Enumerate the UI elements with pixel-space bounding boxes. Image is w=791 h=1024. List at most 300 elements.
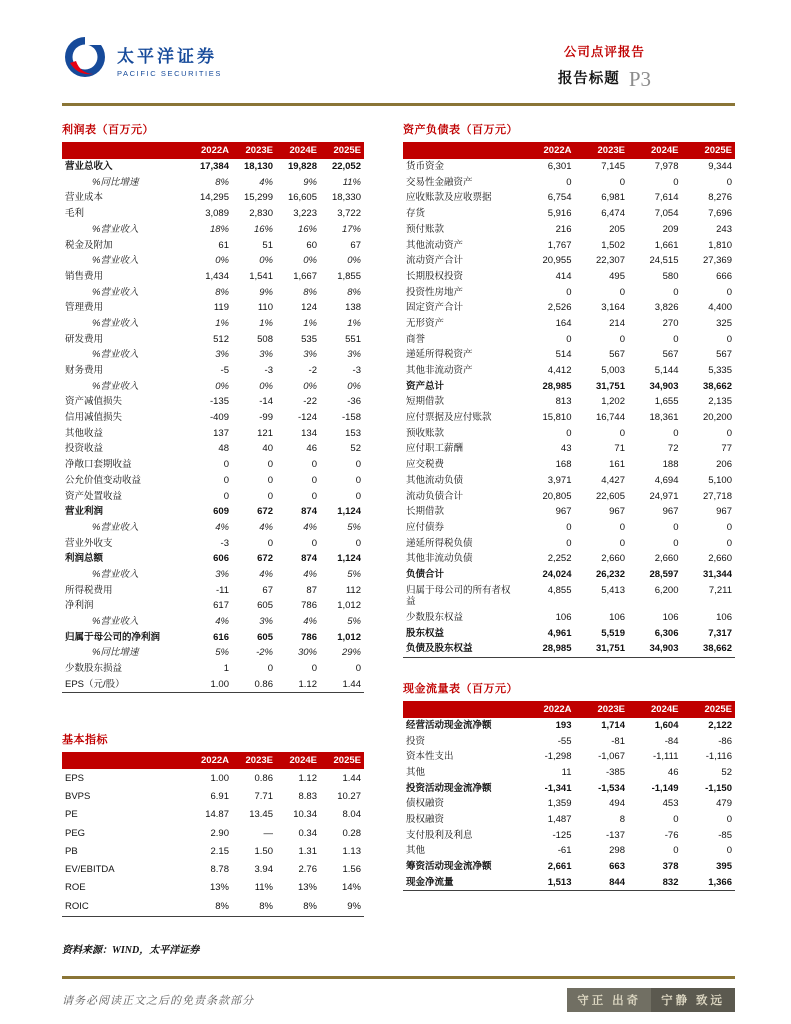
row-label: 资产减值损失 (65, 396, 123, 408)
row-label: 营业利润 (65, 506, 104, 518)
row-label: %同比增速 (92, 176, 139, 188)
row-value: 52 (721, 766, 732, 778)
table-row (62, 332, 364, 348)
table-row (403, 363, 735, 379)
row-label: %营业收入 (92, 286, 139, 298)
row-value: 1,855 (337, 270, 361, 282)
row-value: 3% (215, 568, 229, 580)
column-header: 2023E (232, 752, 276, 769)
row-value: 119 (213, 302, 229, 314)
row-label: %营业收入 (92, 616, 139, 628)
row-value: 2,660 (654, 553, 679, 565)
row-value: 786 (301, 631, 317, 643)
row-value: 672 (257, 506, 273, 518)
row-value: -158 (341, 412, 361, 424)
row-value: 216 (555, 223, 572, 235)
brand-name-cn: 太平洋证券 (117, 46, 217, 66)
row-label: 股权融资 (406, 814, 445, 826)
row-label: 其他 (406, 766, 426, 778)
pacific-logo-icon (62, 34, 108, 85)
row-value: 535 (301, 333, 317, 345)
row-value: 0 (223, 490, 229, 502)
table-row (62, 536, 364, 552)
column-header: 2022A (521, 701, 575, 718)
row-value: 0 (311, 537, 317, 549)
row-label: 股东权益 (406, 627, 445, 639)
row-value: 24,024 (542, 568, 572, 580)
row-value: 5,916 (547, 208, 572, 220)
table-row (403, 843, 735, 859)
table-row (403, 488, 735, 504)
row-value: 38,662 (702, 643, 732, 655)
table-row (62, 879, 364, 897)
table-row (403, 859, 735, 875)
row-value: 0 (311, 663, 317, 675)
row-label: 少数股东损益 (65, 663, 123, 675)
row-value: 1,012 (337, 600, 361, 612)
column-header: 2023E (575, 701, 629, 718)
row-value: 22,052 (331, 161, 361, 173)
table-row (62, 441, 364, 457)
row-label: 现金净流量 (406, 876, 454, 888)
row-value: 8% (215, 900, 229, 912)
row-value: 5% (347, 568, 361, 580)
row-label: 归属于母公司的所有者权益 (406, 584, 511, 608)
row-value: 19,828 (287, 161, 317, 173)
row-value: 1,124 (337, 506, 361, 518)
row-label: 净敞口套期收益 (65, 459, 132, 471)
row-value: -81 (611, 735, 625, 747)
row-value: -55 (557, 735, 572, 747)
table-title: 资产负债表（百万元） (403, 124, 518, 136)
row-value: 14,295 (199, 192, 229, 204)
row-label: 预收账款 (406, 427, 445, 439)
row-value: 31,344 (702, 568, 732, 580)
row-value: 46 (667, 766, 679, 778)
row-value: 874 (301, 506, 317, 518)
report-title-line (558, 67, 651, 92)
row-value: 9% (259, 286, 273, 298)
header-title-block (558, 42, 651, 92)
table-row (403, 175, 735, 191)
table-row (62, 598, 364, 614)
row-label: 销售费用 (65, 270, 104, 282)
table-row (62, 347, 364, 363)
row-value: -22 (303, 396, 317, 408)
row-label: 投资活动现金流净额 (406, 782, 492, 794)
row-value: 214 (609, 317, 625, 329)
row-value: 40 (262, 443, 273, 455)
table-row (403, 379, 735, 395)
row-value: 8% (215, 286, 229, 298)
row-value: 6,981 (601, 192, 625, 204)
row-value: 8% (303, 286, 317, 298)
row-value: 874 (301, 553, 317, 565)
row-value: 6,754 (547, 192, 572, 204)
row-value: -61 (557, 845, 572, 857)
row-value: 8% (215, 176, 229, 188)
row-value: 663 (609, 861, 625, 873)
row-value: 3,826 (654, 302, 679, 314)
row-label: 资产处置收益 (65, 490, 123, 502)
row-value: -1,111 (652, 751, 679, 763)
row-value: 4% (259, 521, 273, 533)
row-value: -385 (605, 766, 625, 778)
row-label: 所得税费用 (65, 584, 113, 596)
row-value: 7,317 (708, 627, 732, 639)
column-header: 2024E (276, 142, 320, 159)
row-value: 0 (726, 427, 732, 439)
row-label: 负债及股东权益 (406, 643, 473, 655)
table-row (62, 567, 364, 583)
row-value: 1% (215, 317, 229, 329)
row-value: 6,200 (654, 584, 679, 596)
row-value: 666 (716, 270, 732, 282)
row-label: %营业收入 (92, 380, 139, 392)
row-value: 1,502 (601, 239, 625, 251)
row-label: ROE (65, 882, 86, 894)
row-value: 8.83 (298, 791, 317, 803)
row-value: 17% (341, 223, 361, 235)
row-value: 5% (215, 647, 229, 659)
row-value: 188 (662, 459, 679, 471)
row-label: 投资性房地产 (406, 286, 464, 298)
table-row (403, 625, 735, 641)
row-value: 2,122 (708, 719, 732, 731)
row-label: 其他流动负债 (406, 474, 464, 486)
table-row (403, 828, 735, 844)
row-value: 0 (566, 286, 572, 298)
row-value: 7,614 (654, 192, 679, 204)
row-value: 1.50 (254, 845, 273, 857)
row-value: 1.12 (298, 678, 317, 690)
row-value: 34,903 (649, 380, 679, 392)
row-value: 0 (355, 537, 361, 549)
row-label: 货币资金 (406, 161, 445, 173)
row-value: 1,661 (654, 239, 679, 251)
row-value: 31,751 (595, 380, 625, 392)
row-value: 20,805 (542, 490, 572, 502)
row-value: 124 (301, 302, 317, 314)
table-row (62, 237, 364, 253)
row-label: 固定资产合计 (406, 302, 464, 314)
row-value: 1 (223, 663, 229, 675)
row-value: 1.00 (210, 678, 229, 690)
table-row (403, 441, 735, 457)
table-row (62, 843, 364, 861)
row-value: 2,135 (708, 396, 732, 408)
row-label: EPS（元/股） (65, 678, 125, 690)
row-value: -2% (256, 647, 273, 659)
table-row (62, 253, 364, 269)
row-value: 5,519 (601, 627, 625, 639)
row-label: 递延所得税资产 (406, 349, 473, 361)
row-value: 6,474 (601, 208, 625, 220)
row-value: -409 (209, 412, 229, 424)
row-value: 1,714 (601, 719, 625, 731)
row-value: 4,694 (654, 474, 679, 486)
row-value: 0 (566, 537, 572, 549)
row-value: 2,526 (547, 302, 572, 314)
row-label: %营业收入 (92, 223, 139, 235)
row-label: 商誉 (406, 333, 426, 345)
row-value: 43 (560, 443, 572, 455)
row-value: 0 (726, 537, 732, 549)
row-label: 营业外收支 (65, 537, 113, 549)
footer-divider (62, 976, 735, 979)
row-value: 13% (209, 882, 229, 894)
table-row (62, 363, 364, 379)
row-value: 4,961 (547, 627, 572, 639)
row-value: 6,301 (547, 161, 572, 173)
row-value: 786 (301, 600, 317, 612)
table-row (62, 379, 364, 395)
row-label: %营业收入 (92, 317, 139, 329)
row-value: 61 (218, 239, 229, 251)
row-value: 616 (213, 631, 229, 643)
row-label: ROIC (65, 900, 89, 912)
table-row (62, 410, 364, 426)
row-value: 6.91 (210, 791, 229, 803)
row-value: 813 (555, 396, 572, 408)
row-value: 508 (257, 333, 273, 345)
row-value: 1,366 (708, 876, 732, 888)
column-header-empty (403, 701, 521, 718)
row-value: 5% (347, 521, 361, 533)
table-header-row (62, 752, 364, 769)
row-label: 流动资产合计 (406, 255, 464, 267)
table-row (62, 222, 364, 238)
row-value: -99 (259, 412, 273, 424)
row-label: 无形资产 (406, 317, 445, 329)
column-header: 2023E (232, 142, 276, 159)
row-value: 6,306 (654, 627, 679, 639)
row-value: 11% (342, 176, 361, 188)
table-row (403, 332, 735, 348)
table-row (403, 504, 735, 520)
row-label: 应付职工薪酬 (406, 443, 464, 455)
row-value: 0 (566, 521, 572, 533)
row-value: 1,541 (249, 270, 273, 282)
row-value: 106 (609, 611, 625, 623)
row-value: 395 (716, 861, 732, 873)
row-label: 预付账款 (406, 223, 445, 235)
row-value: 832 (662, 876, 679, 888)
row-value: 161 (609, 459, 625, 471)
row-value: 1,513 (547, 876, 572, 888)
row-value: 967 (555, 506, 572, 518)
row-value: 8% (303, 900, 317, 912)
table-row (62, 614, 364, 630)
row-value: 0 (673, 286, 679, 298)
row-value: -1,149 (651, 782, 679, 794)
row-label: %营业收入 (92, 255, 139, 267)
row-value: 567 (662, 349, 679, 361)
row-value: 580 (662, 270, 679, 282)
row-label: 长期股权投资 (406, 270, 464, 282)
row-value: 0 (267, 663, 273, 675)
row-value: 453 (662, 798, 679, 810)
row-value: 121 (257, 427, 273, 439)
row-value: 5% (347, 616, 361, 628)
row-value: 1,012 (337, 631, 361, 643)
table-header-row (403, 701, 735, 718)
table-row (62, 806, 364, 824)
row-value: 0 (726, 286, 732, 298)
row-value: 46 (306, 443, 317, 455)
row-value: 28,597 (649, 568, 679, 580)
column-header-empty (62, 142, 188, 159)
row-value: 4% (303, 521, 317, 533)
row-value: -3 (220, 537, 229, 549)
row-value: 414 (555, 270, 572, 282)
row-label: 应收账款及应收票据 (406, 192, 492, 204)
table-row (403, 410, 735, 426)
row-label: 应交税费 (406, 459, 445, 471)
table-title: 利润表（百万元） (62, 124, 154, 136)
row-label: 其他流动资产 (406, 239, 464, 251)
row-value: 0 (673, 521, 679, 533)
row-value: 164 (555, 317, 572, 329)
row-value: 18,361 (649, 412, 679, 424)
content-columns (62, 121, 735, 956)
row-value: 2.76 (298, 864, 317, 876)
row-value: 5,003 (601, 365, 625, 377)
table-row (62, 394, 364, 410)
row-value: 0 (726, 845, 732, 857)
row-value: 87 (306, 584, 317, 596)
row-label: 流动负债合计 (406, 490, 464, 502)
row-value: 1,667 (293, 270, 317, 282)
table-row (403, 316, 735, 332)
row-value: 60 (306, 239, 317, 251)
row-value: 27,718 (702, 490, 732, 502)
footer-row (62, 988, 735, 1012)
row-value: 967 (662, 506, 679, 518)
table-row (403, 875, 735, 891)
row-value: 3,722 (337, 208, 361, 220)
row-value: 18% (209, 223, 229, 235)
row-value: 0% (215, 255, 229, 267)
report-title: 报告标题 (557, 71, 620, 87)
table-title: 现金流量表（百万元） (403, 682, 518, 695)
row-value: 0 (726, 176, 732, 188)
row-value: 3,164 (601, 302, 625, 314)
column-header: 2023E (575, 142, 629, 159)
table-row (403, 536, 735, 552)
row-label: %营业收入 (92, 568, 139, 580)
row-value: 205 (609, 223, 625, 235)
row-value: 0 (726, 521, 732, 533)
column-header: 2024E (628, 701, 682, 718)
motto-left: 守正 出奇 (567, 988, 651, 1012)
page-footer (62, 976, 735, 1012)
row-label: BVPS (65, 791, 91, 803)
row-value: 0.86 (254, 678, 273, 690)
row-value: 0 (619, 176, 625, 188)
table-row (62, 285, 364, 301)
row-value: 11 (561, 766, 572, 778)
row-value: 3,223 (293, 208, 317, 220)
row-value: 512 (213, 333, 229, 345)
row-value: 71 (614, 443, 625, 455)
row-value: -1,298 (544, 751, 572, 763)
row-label: 其他非流动负债 (406, 553, 473, 565)
table-row (403, 781, 735, 797)
page-header (62, 34, 735, 98)
row-value: 9% (303, 176, 317, 188)
table-row (403, 641, 735, 657)
report-type-label: 公司点评报告 (563, 45, 645, 59)
row-value: 8% (347, 286, 361, 298)
column-header: 2022A (521, 142, 575, 159)
row-value: 243 (716, 223, 732, 235)
row-value: 378 (662, 861, 679, 873)
row-value: 0 (355, 459, 361, 471)
table-row (403, 222, 735, 238)
row-value: 0 (355, 490, 361, 502)
row-value: 1.56 (342, 864, 361, 876)
row-value: 4,412 (547, 365, 572, 377)
row-label: 少数股东权益 (406, 611, 464, 623)
row-value: 0% (259, 380, 273, 392)
row-value: 10.34 (293, 809, 317, 821)
row-value: 0 (311, 459, 317, 471)
row-value: 4% (303, 616, 317, 628)
row-value: 28,985 (542, 380, 572, 392)
footer-disclaimer: 请务必阅读正文之后的免责条款部分 (62, 995, 254, 1007)
row-value: 0 (223, 459, 229, 471)
row-value: 193 (555, 719, 572, 731)
row-label: 净利润 (65, 600, 94, 612)
row-value: 605 (257, 631, 273, 643)
row-value: 4,427 (601, 474, 625, 486)
row-label: 归属于母公司的净利润 (65, 631, 161, 643)
row-value: 1.44 (342, 772, 361, 784)
brand-text (117, 42, 222, 78)
brand-logo (62, 34, 222, 85)
table-title: 基本指标 (62, 734, 108, 747)
row-value: 51 (262, 239, 273, 251)
table-row (403, 718, 735, 734)
table-row (403, 347, 735, 363)
row-value: 844 (609, 876, 625, 888)
table-row (403, 812, 735, 828)
row-value: 9,344 (708, 161, 732, 173)
row-label: PE (65, 809, 78, 821)
row-value: 5,413 (601, 584, 625, 596)
row-value: 551 (345, 333, 361, 345)
table-row (403, 426, 735, 442)
row-value: 3% (259, 349, 273, 361)
column-header: 2025E (320, 752, 364, 769)
row-value: 2,252 (547, 553, 572, 565)
row-value: 494 (609, 798, 625, 810)
row-value: 298 (609, 845, 625, 857)
row-label: 利润总额 (65, 553, 104, 565)
row-label: 资本性支出 (406, 751, 454, 763)
table-row (62, 190, 364, 206)
right-column (403, 121, 735, 956)
row-value: 609 (213, 506, 229, 518)
row-value: -86 (718, 735, 732, 747)
row-value: 0% (303, 380, 317, 392)
row-label: 负债合计 (406, 568, 445, 580)
row-value: 67 (262, 584, 273, 596)
row-value: 567 (609, 349, 625, 361)
row-value: 18,330 (331, 192, 361, 204)
row-label: 营业成本 (65, 192, 104, 204)
